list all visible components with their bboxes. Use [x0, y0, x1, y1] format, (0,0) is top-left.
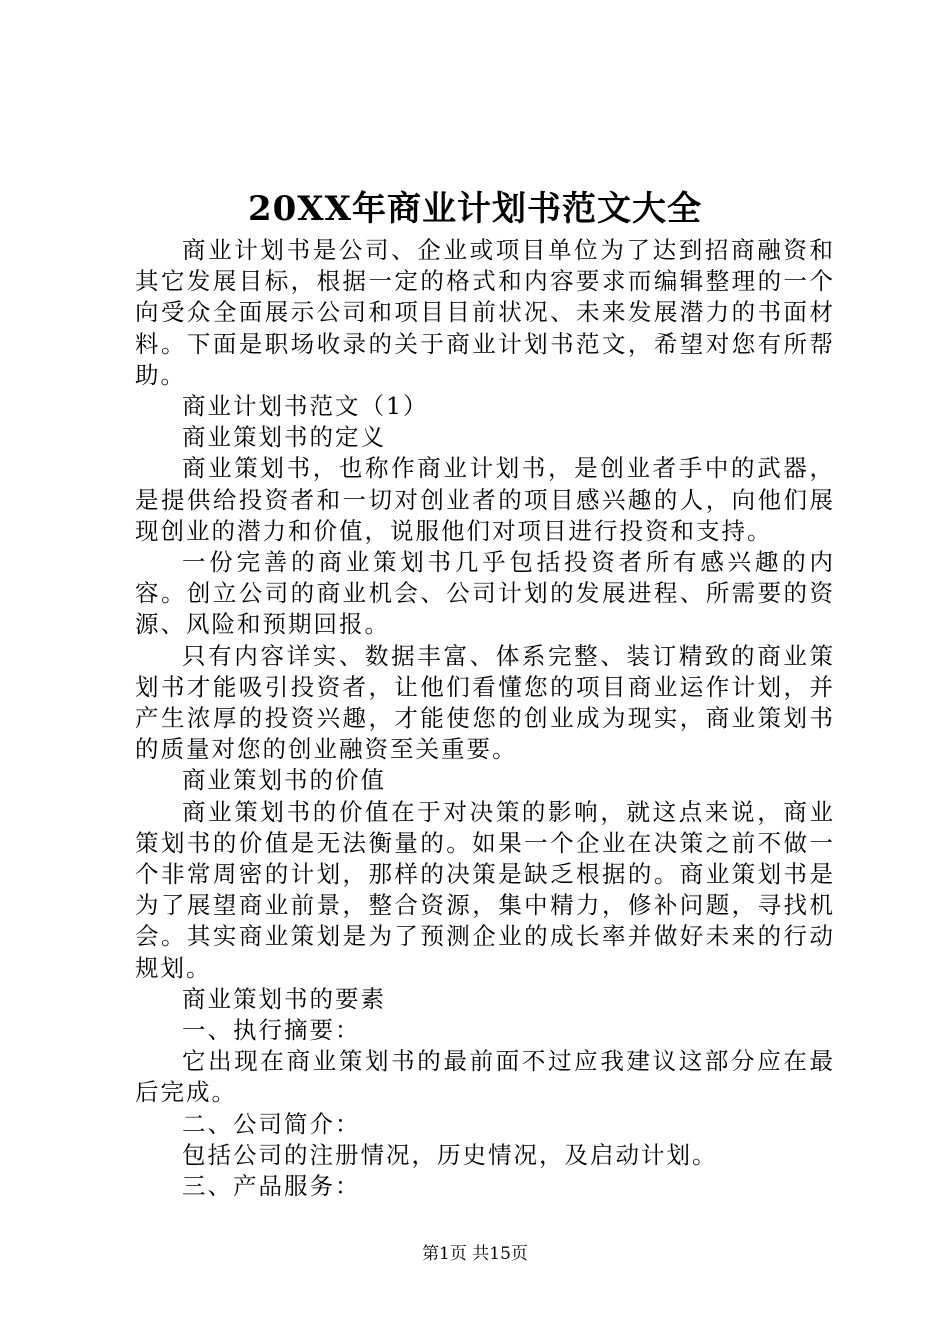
paragraph-definition: 商业策划书，也称作商业计划书，是创业者手中的武器，是提供给投资者和一切对创业者的项目感兴趣的人，向他们展现创业的潜力和价值，说服他们对项目进行投资和支持。 [135, 454, 835, 545]
paragraph-value: 商业策划书的价值在于对决策的影响，就这点来说，商业策划书的价值是无法衡量的。如果一个企业在决策之前不做一个非常周密的计划，那样的决策是缺乏根据的。商业策划书是为了展望商业前景，整合资源，集中精力，修补问题，寻找机会。其实商业策划是为了预测企业的成长率并做好未来的行动规划。 [135, 797, 835, 982]
paragraph-contents: 一份完善的商业策划书几乎包括投资者所有感兴趣的内容。创立公司的商业机会、公司计划的发展进程、所需要的资源、风险和预期回报。 [135, 548, 835, 639]
paragraph-company-intro: 包括公司的注册情况，历史情况，及启动计划。 [182, 1140, 718, 1169]
paragraph-executive-summary-heading: 一、执行摘要： [182, 1016, 361, 1045]
paragraph-quality: 只有内容详实、数据丰富、体系完整、装订精致的商业策划书才能吸引投资者，让他们看懂您的项目商业运作计划，并产生浓厚的投资兴趣，才能使您的创业成为现实，商业策划书的质量对您的创业融资至关重要。 [135, 641, 835, 764]
paragraph-definition-heading: 商业策划书的定义 [182, 423, 386, 452]
paragraph-intro: 商业计划书是公司、企业或项目单位为了达到招商融资和其它发展目标，根据一定的格式和内容要求而编辑整理的一个向受众全面展示公司和项目目前状况、未来发展潜力的书面材料。下面是职场收录的关于商业计划书范文，希望对您有所帮助。 [135, 236, 835, 389]
paragraph-products-heading: 三、产品服务： [182, 1172, 361, 1201]
paragraph-sample-heading: 商业计划书范文（1） [182, 392, 429, 421]
paragraph-elements-heading: 商业策划书的要素 [182, 984, 386, 1013]
document-title: 20XX年商业计划书范文大全 [247, 189, 703, 229]
paragraph-executive-summary: 它出现在商业策划书的最前面不过应我建议这部分应在最后完成。 [135, 1047, 835, 1107]
paragraph-company-intro-heading: 二、公司简介： [182, 1109, 361, 1138]
document-body [135, 235, 835, 1202]
paragraph-value-heading: 商业策划书的价值 [182, 766, 386, 795]
page-number-footer: 第1页 共15页 [422, 1244, 528, 1264]
